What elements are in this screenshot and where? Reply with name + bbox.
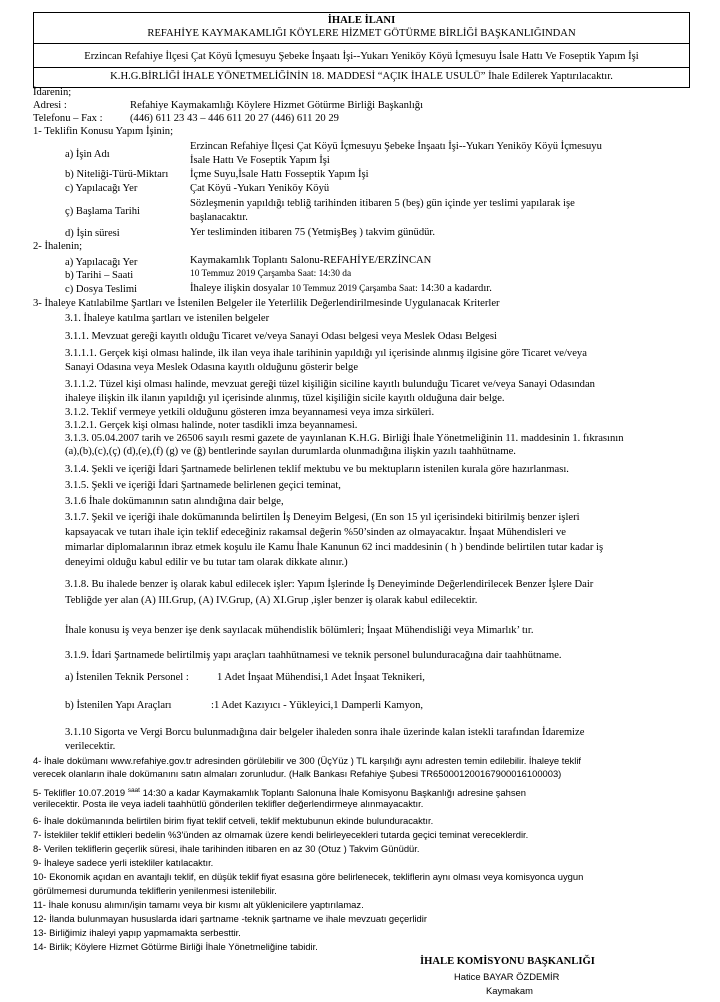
duration-value: Yer tesliminden itibaren 75 (YetmişBeş ) takvim günüdür. [190, 227, 436, 238]
equipment-label: b) İstenilen Yapı Araçları [65, 700, 172, 711]
tender-place-value: Kaymakamlık Toplantı Salonu-REFAHİYE/ERZİNCAN [190, 255, 432, 266]
clause-3-1-1: 3.1.1. Mevzuat gereği kayıtlı olduğu Ticaret ve/veya Sanayi Odası belgesi veya Meslek Odası Belgesi [65, 331, 497, 342]
clause-3-1-7-cont-2: mimarlar diplomalarının ibraz etmek koşulu ile Kamu İhale Kanunun 62 inci maddesinin ( h ) bendinde belirtilen tutar kadar iş [65, 542, 604, 553]
start-date-label: ç) Başlama Tarihi [65, 206, 140, 217]
header-divider [34, 43, 689, 44]
item-10-cont: görülmemesi durumunda tekliflerin yenilenmesi istenilebilir. [33, 885, 277, 896]
work-type-value: İçme Suyu,İsale Hattı Fosseptik Yapım İşi [190, 169, 369, 180]
personnel-value: 1 Adet İnşaat Mühendisi,1 Adet İnşaat Teknikeri, [217, 672, 425, 683]
section-1-heading: 1- Teklifin Konusu Yapım İşinin; [33, 126, 174, 137]
clause-3-1-3-cont: (a),(b),(c),(ç) (d),(e),(f) (g) ve (ğ) bentlerinde sayılan durumlarda olunmadığına ilişkin yazılı taahhütname. [65, 446, 516, 457]
equipment-value: :1 Adet Kazıyıcı - Yükleyici,1 Damperli Kamyon, [211, 700, 424, 711]
item-6: 6- İhale dokümanında belirtilen birim fiyat teklif cetveli, teklif mektubunun ekinde bulunduracaktır. [33, 815, 434, 826]
clause-3-1-1-2: 3.1.1.2. Tüzel kişi olması halinde, mevzuat gereği tüzel kişiliğin siciline kayıtlı bulunduğu Ticaret ve/veya Sanayi Odasından [65, 379, 595, 390]
item-11: 11- İhale konusu alımın/işin tamamı veya bir kısmı alt yüklenicilere yaptırılamaz. [33, 899, 364, 910]
clause-3-1-8: 3.1.8. Bu ihalede benzer iş olarak kabul edilecek işler: Yapım İşlerinde İş Deneyiminde Değerlendirilecek Benzer İşlere Dair [65, 579, 594, 590]
engineering-departments-note: İhale konusu iş veya benzer işe denk sayılacak mühendislik bölümleri; İnşaat Mühendisliği veya Mimarlık’ tır. [65, 625, 534, 636]
clause-3-1-7: 3.1.7. Şekil ve içeriği ihale dokümanında belirtilen İş Deneyim Belgesi, (En son 15 yıl içerisindeki bitirilmiş benzer işleri [65, 512, 580, 523]
clause-3-1-1-2-cont: ihaleye ilişkin ilk ilanın yapıldığı yıl içerisinde alınmış, tüzel kişiliğin sicile kayıtlı olduğuna dair belge. [65, 393, 505, 404]
tender-date-label: b) Tarihi – Saati [65, 270, 134, 281]
item-4: 4- İhale dokümanı www.refahiye.gov.tr adresinden görülebilir ve 300 (ÜçYüz ) TL karşılığı aynı adresten temin edilebilir. İhaleye teklif [33, 755, 582, 766]
clause-3-1-7-cont-3: deneyimi olduğu kabul edilir ve bu tutar tam olarak dikkate alınır.) [65, 557, 348, 568]
file-submission-label: c) Dosya Teslimi [65, 284, 138, 295]
address-value: Refahiye Kaymakamlığı Köylere Hizmet Götürme Birliği Başkanlığı [130, 100, 424, 111]
clause-3-1-5: 3.1.5. Şekli ve içeriği İdari Şartnamede belirlenen geçici teminat, [65, 480, 341, 491]
start-date-value-cont: başlanacaktır. [190, 212, 248, 223]
tender-date-value: 10 Temmuz 2019 Çarşamba Saat: 14:30 da [190, 269, 352, 279]
personnel-label: a) İstenilen Teknik Personel : [65, 672, 189, 683]
project-name: Erzincan Refahiye İlçesi Çat Köyü İçmesuyu Şebeke İnşaatı İşi--Yukarı Yeniköy Köyü İçmesuyu İsale Hattı Ve Foseptik Yapım İşi [84, 51, 639, 62]
item-5-cont: verilecektir. Posta ile veya iadeli taahhütlü gönderilen teklifler değerlendirmeye alınmayacaktır. [33, 798, 424, 809]
item-10: 10- Ekonomik açıdan en avantajlı teklif, en düşük teklif fiyat esasına göre belirlenecek, tekliflerin aynı olması veya komisyonca uygun [33, 871, 584, 882]
header-box [33, 12, 690, 88]
work-name-label: a) İşin Adı [65, 149, 110, 160]
section-2-heading: 2- İhalenin; [33, 241, 83, 252]
clause-3-1-10: 3.1.10 Sigorta ve Vergi Borcu bulunmadığına dair belgeler ihaleden sonra ihale üzerinde kalan istekli tarafından İdaremize [65, 727, 585, 738]
item-9: 9- İhaleye sadece yerli istekliler katılacaktır. [33, 857, 214, 868]
issuing-authority: REFAHİYE KAYMAKAMLIĞI KÖYLERE HİZMET GÖTÜRME BİRLİĞİ BAŞKANLIĞINDAN [147, 28, 576, 39]
item-13: 13- Birliğimiz ihaleyi yapıp yapmamakta serbesttir. [33, 927, 241, 938]
signature-name: Hatice BAYAR ÖZDEMİR [454, 971, 560, 982]
clause-3-1: 3.1. İhaleye katılma şartları ve istenilen belgeler [65, 313, 270, 324]
phone-label: Telefonu – Fax : [33, 113, 103, 124]
duration-label: d) İşin süresi [65, 228, 120, 239]
work-type-label: b) Niteliği-Türü-Miktarı [65, 169, 169, 180]
work-place-value: Çat Köyü -Yukarı Yeniköy Köyü [190, 183, 330, 194]
start-date-value: Sözleşmenin yapıldığı tebliğ tarihinden itibaren 5 (beş) gün içinde yer teslimi yapılarak işe [190, 198, 575, 209]
clause-3-1-3: 3.1.3. 05.04.2007 tarih ve 26506 sayılı resmi gazete de yayınlanan K.H.G. Birliği İhale Yönetmeliğinin 11. maddesinin 1. fıkrasının [65, 433, 624, 444]
item-12: 12- İlanda bulunmayan hususlarda idari şartname -teknik şartname ve ihale mevzuatı geçerlidir [33, 913, 427, 924]
item-4-cont: verecek olanların ihale dokümanını satın almaları zorunludur. (Halk Bankası Refahiye Şubesi TR650001200167900016100003) [33, 768, 562, 779]
tender-method: K.H.G.BİRLİĞİ İHALE YÖNETMELİĞİNİN 18. MADDESİ “AÇIK İHALE USULÜ” İhale Edilerek Yaptırılacaktır. [110, 71, 613, 82]
clause-3-1-8-cont: Tebliğde yer alan (A) III.Grup, (A) IV.Grup, (A) XI.Grup ,işler benzer iş olarak kabul edilecektir. [65, 595, 478, 606]
clause-3-1-1-1-cont: Sanayi Odasına veya Meslek Odasına kayıtlı olduğunu gösterir belge [65, 362, 359, 373]
section-3-heading: 3- İhaleye Katılabilme Şartları ve İstenilen Belgeler ile Yeterlilik Değerlendirilmesinde Uygulanacak Kriterler [33, 298, 500, 309]
item-5: 5- Teklifler 10.07.2019 $^{saat}$ 14:30 a kadar Kaymakamlık Toplantı Salonuna İhale Komisyonu Başkanlığı adresine şahsen [33, 787, 526, 798]
signature-title: Kaymakam [486, 985, 533, 996]
clause-3-1-7-cont-1: kapsayacak ve tutarı ihale için teklif edeceğiniz rakamsal değerin %50’sinden az olmayacaktır. İnşaat Mühendisleri ve [65, 527, 566, 538]
clause-3-1-2-1: 3.1.2.1. Gerçek kişi olması halinde, noter tasdikli imza beyannamesi. [65, 420, 358, 431]
item-14: 14- Birlik; Köylere Hizmet Götürme Birliği İhale Yönetmeliğine tabidir. [33, 941, 318, 952]
clause-3-1-6: 3.1.6 İhale dokümanının satın alındığına dair belge, [65, 496, 284, 507]
header-divider [34, 67, 689, 68]
item-7: 7- İstekliler teklif ettikleri bedelin %3'ünden az olmamak üzere kendi belirleyecekleri tutarda geçici teminat vereceklerdir. [33, 829, 529, 840]
clause-3-1-2: 3.1.2. Teklif vermeye yetkili olduğunu gösteren imza beyannamesi veya imza sirküleri. [65, 407, 435, 418]
tender-place-label: a) Yapılacağı Yer [65, 257, 138, 268]
file-submission-value: İhaleye ilişkin dosyalar 10 Temmuz 2019 Çarşamba Saat: 14:30 a kadardır. [190, 283, 492, 294]
clause-3-1-4: 3.1.4. Şekli ve içeriği İdari Şartnamede belirlenen teklif mektubu ve bu mektupların istenilen kurala göre hazırlanması. [65, 464, 569, 475]
item-8: 8- Verilen tekliflerin geçerlik süresi, ihale tarihinden itibaren en az 30 (Otuz ) Takvim Günüdür. [33, 843, 420, 854]
phone-value: (446) 611 23 43 – 446 611 20 27 (446) 611 20 29 [130, 113, 339, 124]
announcement-title: İHALE İLANI [327, 15, 396, 26]
work-name-value-cont: İsale Hattı Ve Foseptik Yapım İşi [190, 155, 330, 166]
work-place-label: c) Yapılacağı Yer [65, 183, 138, 194]
address-label: Adresi : [33, 100, 67, 111]
clause-3-1-10-cont: verilecektir. [65, 741, 116, 752]
clause-3-1-9: 3.1.9. İdari Şartnamede belirtilmiş yapı araçları taahhütnamesi ve teknik personel bulunduracağına dair taahhütname. [65, 650, 562, 661]
clause-3-1-1-1: 3.1.1.1. Gerçek kişi olması halinde, ilk ilan veya ihale tarihinin yapıldığı yıl içerisinde alınmış ilgisine göre Ticaret ve/veya [65, 348, 587, 359]
signature-org: İHALE KOMİSYONU BAŞKANLIĞI [420, 956, 595, 967]
admin-heading: İdarenin; [33, 87, 72, 98]
work-name-value: Erzincan Refahiye İlçesi Çat Köyü İçmesuyu Şebeke İnşaatı İşi--Yukarı Yeniköy Köyü İçmesuyu [190, 141, 602, 152]
